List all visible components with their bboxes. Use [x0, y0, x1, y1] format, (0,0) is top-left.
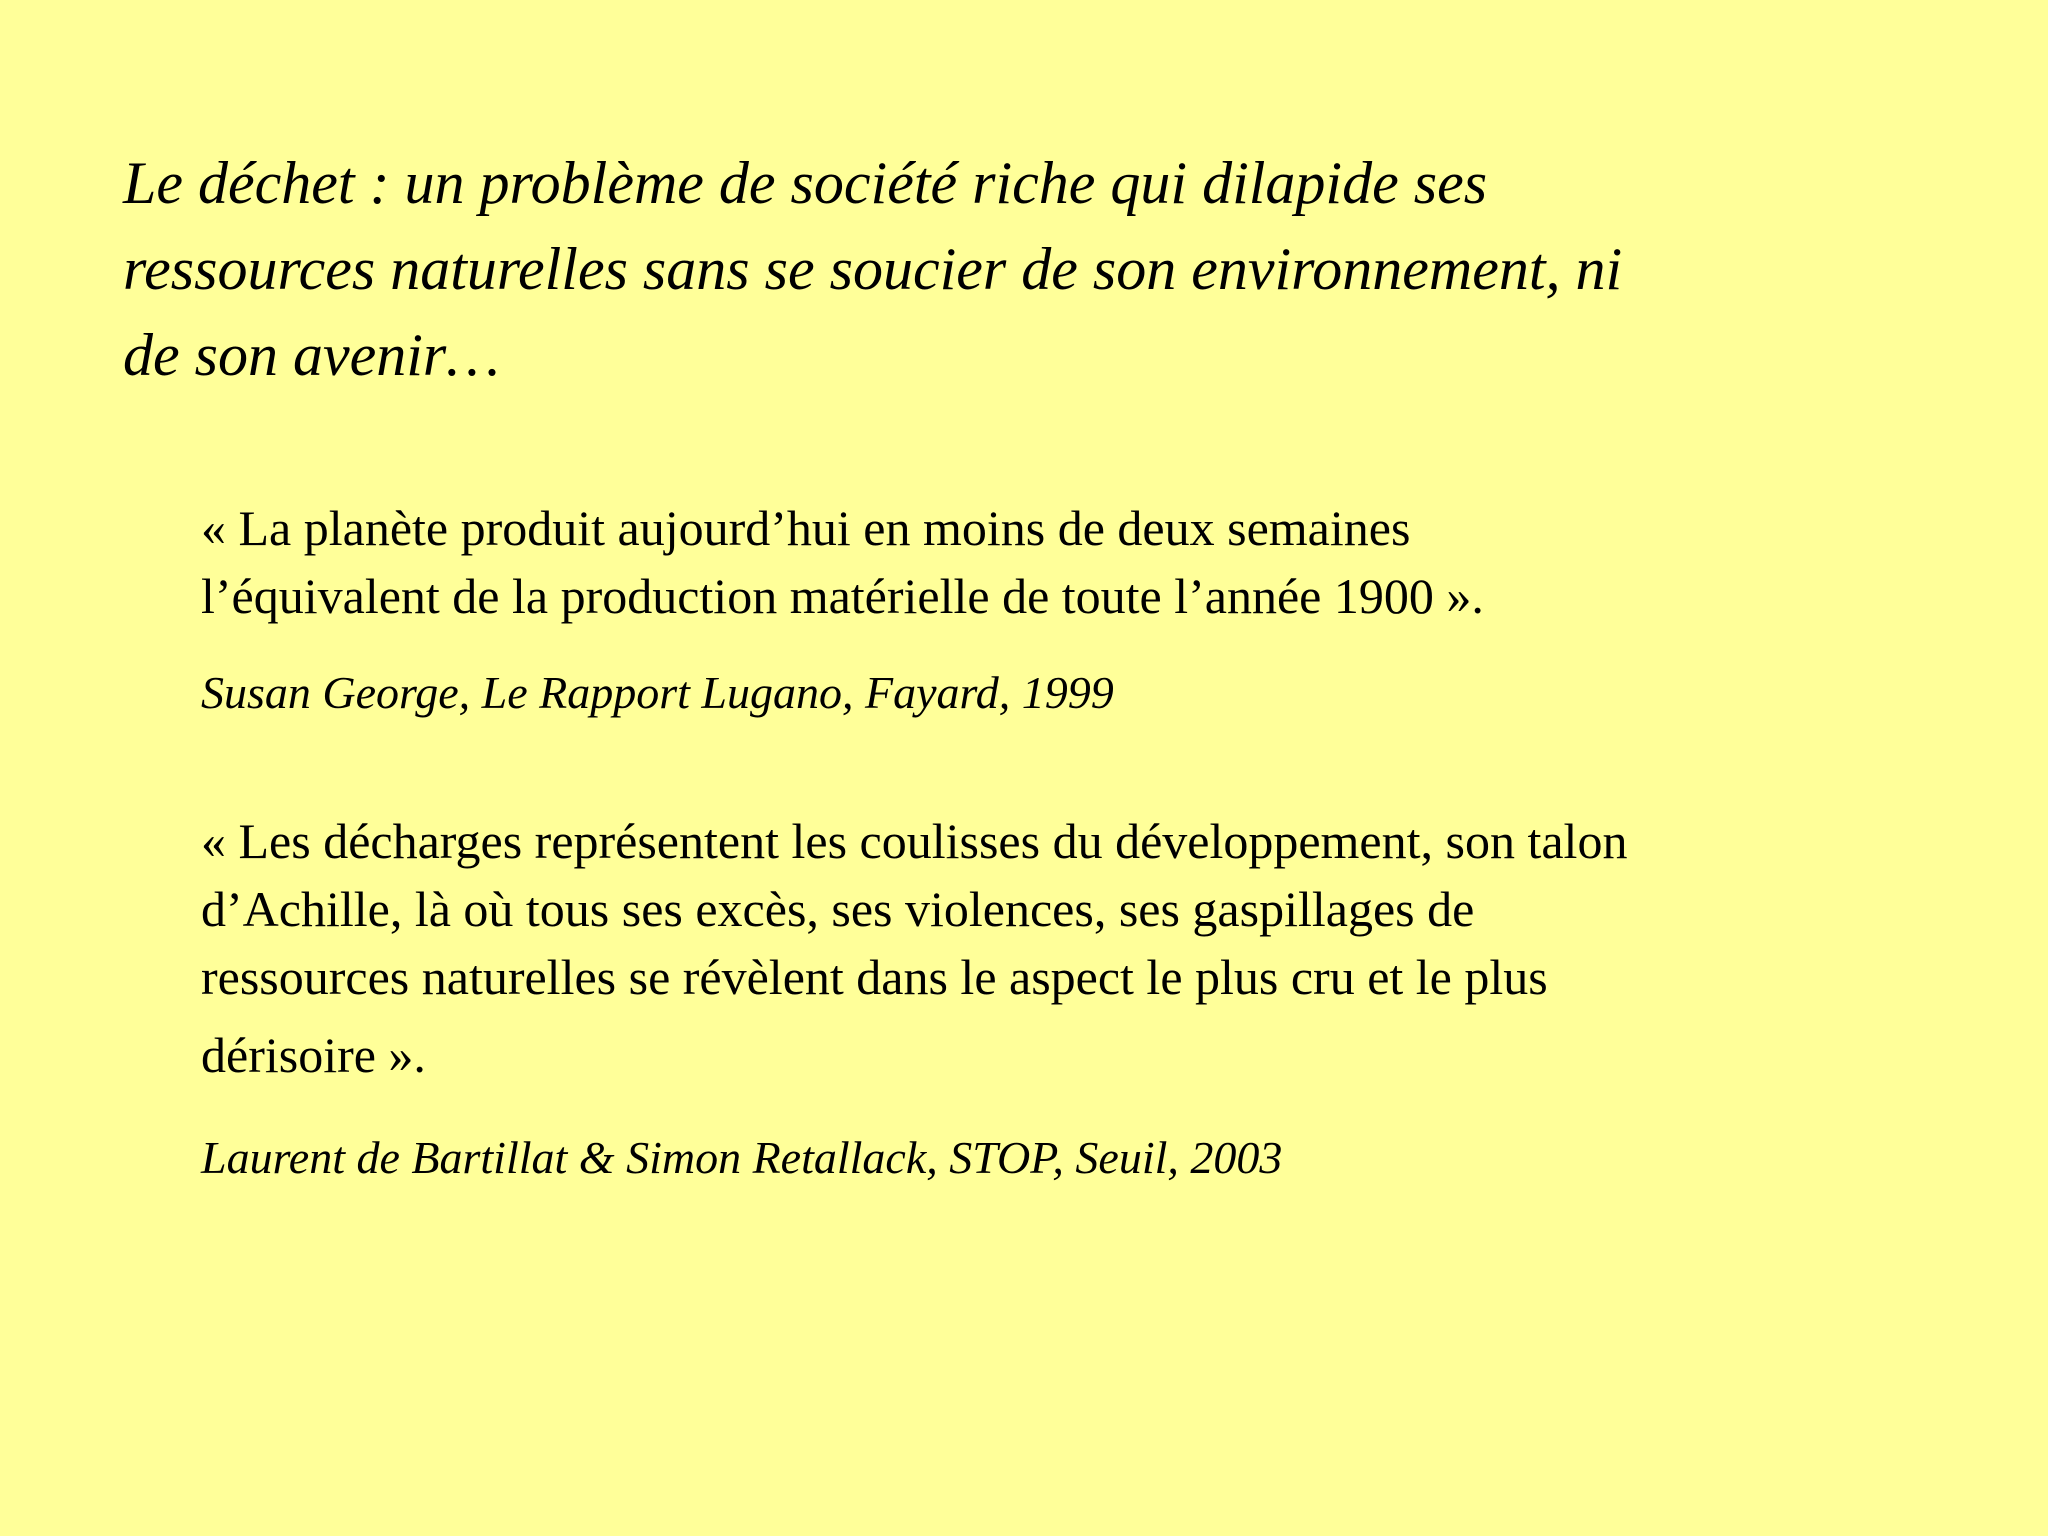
- quote-line: « La planète produit aujourd’hui en moins de deux semaines: [201, 500, 1411, 556]
- quote-line: ressources naturelles se révèlent dans le aspect le plus cru et le plus: [201, 949, 1548, 1005]
- quote-bartillat-retallack: [201, 807, 1901, 1089]
- quote-line: d’Achille, là où tous ses excès, ses violences, ses gaspillages de: [201, 881, 1475, 937]
- quote-line: dérisoire ».: [201, 1027, 426, 1083]
- title-line: de son avenir…: [123, 322, 500, 388]
- quote-line: l’équivalent de la production matérielle de toute l’année 1900 ».: [201, 568, 1484, 624]
- quote-line: « Les décharges représentent les coulisses du développement, son talon: [201, 813, 1628, 869]
- citation-bartillat-retallack: Laurent de Bartillat & Simon Retallack, STOP, Seuil, 2003: [201, 1132, 1283, 1183]
- citation-susan-george: Susan George, Le Rapport Lugano, Fayard, 1999: [201, 667, 1114, 718]
- slide-title: [123, 140, 1903, 398]
- title-line: Le déchet : un problème de société riche qui dilapide ses: [123, 150, 1488, 216]
- quote-susan-george: [201, 494, 1901, 630]
- title-line: ressources naturelles sans se soucier de son environnement, ni: [123, 236, 1623, 302]
